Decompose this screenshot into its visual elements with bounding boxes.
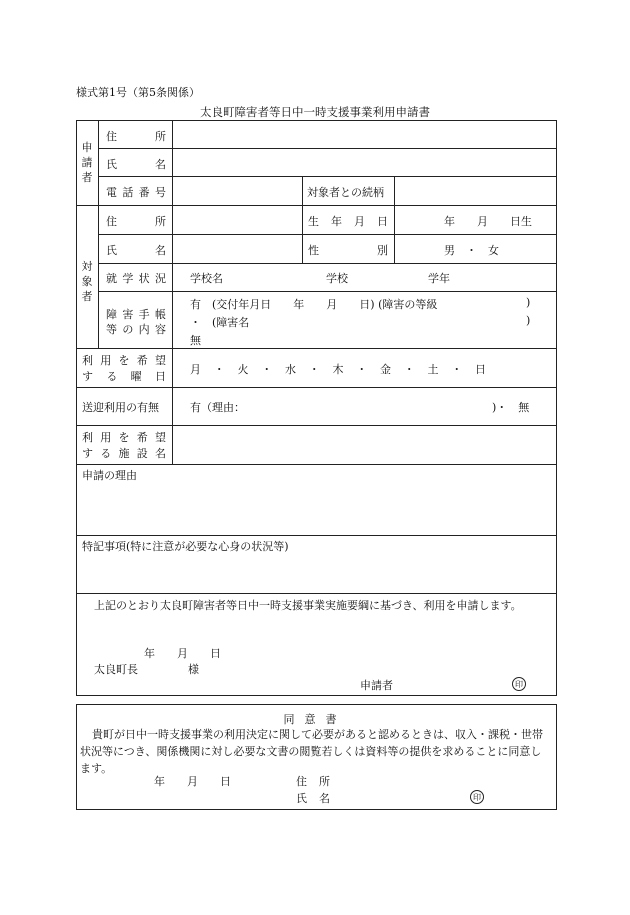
- day-option[interactable]: 火: [237, 363, 249, 376]
- day-separator: ・: [451, 363, 463, 376]
- facility-label-1: 利 用 を 希 望: [82, 431, 166, 444]
- applicant-address-label: 住 所: [106, 130, 166, 143]
- consent-date: 年 月 日: [154, 775, 231, 788]
- applicant-name-label: 氏 名: [106, 158, 166, 171]
- day-option[interactable]: 木: [332, 363, 344, 376]
- disability-line-2: ・ (障害名: [190, 316, 250, 329]
- consent-address-label: 住 所: [296, 775, 330, 788]
- transport-yes-reason[interactable]: 有（理由：: [190, 401, 245, 414]
- day-separator: ・: [308, 363, 320, 376]
- days-label-1: 利 用 を 希 望: [82, 354, 166, 367]
- grade-suffix: 学年: [428, 272, 450, 285]
- relation-label: 対象者との続柄: [307, 186, 384, 199]
- notes-label: 特記事項(特に注意が必要な心身の状況等): [82, 540, 289, 553]
- disability-line-1-end: ): [526, 296, 531, 309]
- sex-label: 性 別: [308, 244, 388, 257]
- transport-label: 送迎利用の有無: [82, 401, 159, 414]
- honorific: 様: [188, 663, 199, 676]
- facility-label-2: す る 施 設 名: [82, 447, 166, 460]
- subject-name-label: 氏 名: [106, 244, 166, 257]
- day-separator: ・: [356, 363, 368, 376]
- day-option[interactable]: 水: [285, 363, 296, 376]
- applicant-seal: 印: [512, 677, 526, 691]
- applicant-phone-label: 電 話 番 号: [106, 186, 166, 199]
- school-label: 就 学 状 況: [106, 272, 166, 285]
- day-option[interactable]: 月: [190, 363, 201, 376]
- declaration-date: 年 月 日: [144, 647, 221, 660]
- day-separator: ・: [261, 363, 273, 376]
- subject-group-label: 対象者: [81, 260, 93, 303]
- disability-line-1: 有 (交付年月日 年 月 日) (障害の等級: [190, 298, 438, 311]
- day-option[interactable]: 金: [380, 363, 391, 376]
- day-option[interactable]: 日: [475, 363, 486, 376]
- disability-line-3: 無: [190, 334, 201, 347]
- day-option[interactable]: 土: [427, 363, 439, 376]
- school-name-label: 学校名: [190, 272, 223, 285]
- consent-title: 同意書: [283, 713, 347, 726]
- days-label-2: す る 曜 日: [82, 370, 166, 383]
- page-title: 太良町障害者等日中一時支援事業利用申請書: [200, 105, 430, 119]
- mayor-label: 太良町長: [94, 663, 138, 676]
- day-separator: ・: [213, 363, 225, 376]
- consent-seal: 印: [470, 790, 484, 804]
- reason-label: 申請の理由: [82, 469, 137, 482]
- declaration-text: 上記のとおり太良町障害者等日中一時支援事業実施要綱に基づき、利用を申請します。: [94, 599, 522, 612]
- sex-options[interactable]: 男 ・ 女: [444, 244, 499, 257]
- day-options[interactable]: [190, 361, 486, 377]
- day-separator: ・: [403, 363, 415, 376]
- form-number: 様式第1号（第5条関係）: [76, 86, 200, 99]
- school-suffix: 学校: [326, 272, 348, 285]
- declaration-applicant-label: 申請者: [360, 679, 393, 692]
- consent-text: 貴町が日中一時支援事業の利用決定に関して必要があると認めるときは、収入・課税・世帯状況等につき、関係機関に対し必要な文書の閲覧若しくは資料等の提供を求めることに同意します。: [80, 728, 543, 775]
- birth-format: 年 月 日生: [444, 215, 532, 228]
- consent-name-label: 氏 名: [296, 792, 330, 805]
- subject-address-label: 住 所: [106, 215, 166, 228]
- applicant-group-label: 申請者: [81, 141, 93, 184]
- disability-label-1: 障 害 手 帳: [106, 308, 166, 321]
- disability-line-2-end: ): [526, 314, 531, 327]
- disability-label-2: 等 の 内 容: [106, 323, 166, 336]
- transport-end[interactable]: )・ 無: [492, 401, 530, 414]
- birth-label: 生 年 月 日: [308, 215, 388, 228]
